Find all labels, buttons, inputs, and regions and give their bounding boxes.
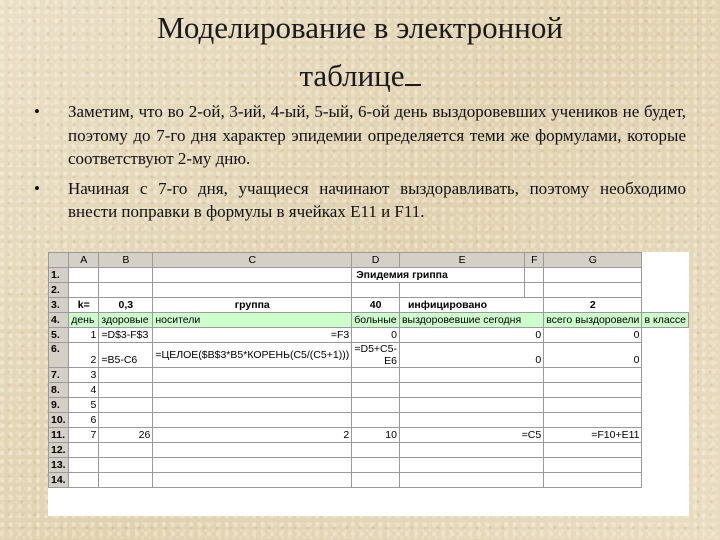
cell[interactable] (99, 368, 153, 383)
table-row (49, 298, 689, 313)
cell[interactable] (69, 473, 99, 488)
cell[interactable]: 0 (399, 328, 543, 343)
cell[interactable]: 0,3 (99, 298, 153, 313)
spreadsheet (48, 252, 689, 516)
cell[interactable] (153, 443, 352, 458)
cell[interactable]: =D$3-F$3 (99, 328, 153, 343)
column-header[interactable]: D (352, 253, 400, 268)
cell[interactable] (544, 268, 642, 283)
table-header-row (49, 313, 689, 328)
cell[interactable] (399, 443, 543, 458)
row-header[interactable]: 4. (49, 313, 69, 328)
column-header[interactable]: A (69, 253, 99, 268)
cell[interactable]: 2 (153, 428, 352, 443)
cell[interactable]: k= (69, 298, 99, 313)
bullet-item (34, 177, 686, 224)
cell[interactable]: здоровые (99, 313, 153, 328)
cell[interactable] (544, 473, 642, 488)
cell[interactable]: день (69, 313, 99, 328)
cell[interactable] (544, 413, 642, 428)
cell[interactable]: 40 (352, 298, 400, 313)
row-header[interactable]: 7. (49, 368, 69, 383)
cell[interactable]: 0 (544, 328, 642, 343)
cell[interactable] (525, 313, 544, 328)
row-header[interactable]: 14. (49, 473, 69, 488)
cell[interactable]: 0 (352, 328, 400, 343)
column-header[interactable]: C (153, 253, 352, 268)
cell[interactable] (153, 398, 352, 413)
cell[interactable] (99, 458, 153, 473)
row-header[interactable]: 5. (49, 328, 69, 343)
spreadsheet-grid (48, 252, 689, 488)
title-line-2 (0, 52, 720, 100)
cell[interactable] (352, 413, 400, 428)
cell[interactable] (544, 443, 642, 458)
row-header[interactable]: 13. (49, 458, 69, 473)
bullet-text: Заметим, что во 2-ой, 3-ий, 4-ый, 5-ый, 6-ой день выздоровевших учеников не будет, поэтому до 7-го дня характер эпидемии определяется теми же формулами, которые соответствуют 2-му дню. (68, 102, 686, 168)
cell[interactable]: 2 (69, 343, 99, 368)
cell[interactable]: группа (153, 298, 352, 313)
cell[interactable] (352, 458, 400, 473)
title-line-2-text: таблице (299, 58, 405, 93)
cell[interactable]: 4 (69, 383, 99, 398)
cell[interactable]: =C5 (399, 428, 543, 443)
cell[interactable] (399, 458, 543, 473)
cell[interactable] (153, 268, 352, 283)
cell[interactable] (153, 283, 352, 298)
cell[interactable] (544, 398, 642, 413)
cell[interactable] (352, 368, 400, 383)
cell[interactable] (99, 413, 153, 428)
row-header[interactable]: 10. (49, 413, 69, 428)
row-header[interactable]: 1. (49, 268, 69, 283)
table-row (49, 398, 689, 413)
cell[interactable]: носители (153, 313, 352, 328)
cell[interactable] (352, 398, 400, 413)
table-row (49, 428, 689, 443)
bullet-list (34, 100, 686, 230)
title-line-1: Моделирование в электронной (157, 10, 563, 45)
cell-sheet-title[interactable]: Эпидемия гриппа (352, 268, 525, 283)
cell[interactable] (153, 413, 352, 428)
table-row (49, 383, 689, 398)
cell[interactable]: 2 (544, 298, 642, 313)
cell[interactable] (69, 268, 99, 283)
table-row (49, 368, 689, 383)
table-row (49, 443, 689, 458)
table-row (49, 413, 689, 428)
cell[interactable] (399, 413, 543, 428)
cell[interactable]: 7 (69, 428, 99, 443)
cell[interactable] (525, 268, 544, 283)
row-header[interactable]: 3. (49, 298, 69, 313)
cell[interactable]: 3 (69, 368, 99, 383)
bullet-item (34, 100, 686, 171)
table-row (49, 473, 689, 488)
cell[interactable] (352, 383, 400, 398)
cell[interactable] (153, 383, 352, 398)
row-header[interactable]: 2. (49, 283, 69, 298)
cell[interactable]: 0 (544, 343, 642, 368)
column-header[interactable]: F (525, 253, 544, 268)
cell[interactable] (399, 283, 524, 298)
bullet-icon: • (34, 178, 40, 198)
table-row (49, 268, 689, 283)
slide-title (0, 4, 720, 100)
row-header[interactable]: 9. (49, 398, 69, 413)
text-cursor (405, 62, 421, 86)
cell[interactable] (69, 458, 99, 473)
cell[interactable] (69, 283, 99, 298)
table-row (49, 458, 689, 473)
cell[interactable]: 0 (399, 343, 543, 368)
bullet-text: Начиная с 7-го дня, учащиеся начинают выздоравливать, поэтому необходимо внести поправки в формулы в ячейках E11 и F11. (68, 178, 686, 221)
column-header-row (49, 253, 689, 268)
cell[interactable] (69, 443, 99, 458)
cell[interactable]: =F3 (153, 328, 352, 343)
cell[interactable]: 5 (69, 398, 99, 413)
cell[interactable]: в классе (642, 313, 689, 328)
cell[interactable] (544, 283, 642, 298)
cell[interactable] (352, 443, 400, 458)
cell[interactable]: 10 (352, 428, 400, 443)
cell[interactable] (153, 458, 352, 473)
cell[interactable]: инфицировано (399, 298, 543, 313)
cell[interactable] (399, 398, 543, 413)
table-row (49, 283, 689, 298)
cell[interactable] (544, 383, 642, 398)
cell[interactable] (399, 368, 543, 383)
cell[interactable] (99, 383, 153, 398)
cell[interactable]: =D5+C5-E6 (352, 343, 400, 368)
cell[interactable] (544, 458, 642, 473)
row-header[interactable]: 8. (49, 383, 69, 398)
cell[interactable] (525, 283, 544, 298)
cell[interactable]: больные (352, 313, 400, 328)
column-header[interactable]: E (399, 253, 524, 268)
table-row (49, 328, 689, 343)
cell[interactable]: 6 (69, 413, 99, 428)
row-header[interactable]: 12. (49, 443, 69, 458)
cell[interactable] (99, 443, 153, 458)
cell[interactable] (399, 473, 543, 488)
column-header[interactable]: B (99, 253, 153, 268)
table-row (49, 343, 689, 368)
cell[interactable]: 1 (69, 328, 99, 343)
column-header[interactable]: G (544, 253, 642, 268)
cell[interactable] (153, 473, 352, 488)
cell[interactable] (99, 283, 153, 298)
cell[interactable] (544, 368, 642, 383)
cell[interactable] (99, 398, 153, 413)
select-all-corner[interactable] (49, 253, 69, 268)
cell[interactable] (153, 368, 352, 383)
cell[interactable]: выздоровевшие сегодня (399, 313, 524, 328)
row-header[interactable]: 11. (49, 428, 69, 443)
cell[interactable] (99, 268, 153, 283)
cell[interactable] (352, 473, 400, 488)
cell[interactable]: =F10+E11 (544, 428, 642, 443)
bullet-icon: • (34, 102, 40, 121)
cell[interactable] (99, 473, 153, 488)
cell[interactable]: =ЦЕЛОЕ($B$3*B5*КОРЕНЬ(C5/(C5+1))) (153, 343, 352, 368)
cell[interactable]: 26 (99, 428, 153, 443)
cell[interactable]: =B5-C6 (99, 343, 153, 368)
cell[interactable]: всего выздоровели (544, 313, 642, 328)
cell[interactable] (399, 383, 543, 398)
cell[interactable] (352, 283, 400, 298)
row-header[interactable]: 6. (49, 343, 69, 368)
